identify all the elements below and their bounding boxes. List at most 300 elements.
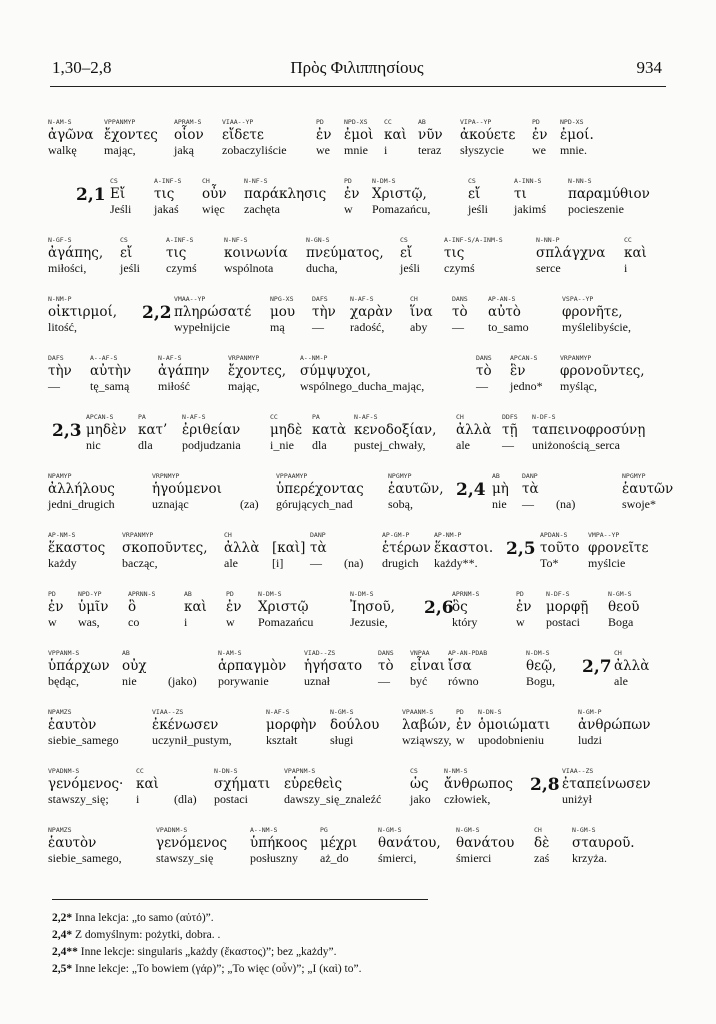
greek-word: ἀγάπης, bbox=[48, 245, 104, 261]
word-token bbox=[624, 236, 647, 276]
greek-word: τι bbox=[514, 186, 527, 202]
greek-word: εἴ bbox=[400, 245, 413, 261]
polish-gloss: myśląc, bbox=[560, 379, 597, 393]
word-token bbox=[402, 708, 452, 748]
word-token bbox=[536, 236, 605, 276]
morph-code: N-DN-S bbox=[478, 708, 502, 716]
morph-code: APCAN-S bbox=[510, 354, 538, 362]
word-token bbox=[48, 295, 117, 335]
footnote-ref: 2,4** bbox=[52, 946, 78, 958]
polish-gloss: walkę bbox=[48, 143, 77, 157]
greek-word: πληρώσατέ bbox=[174, 304, 252, 320]
polish-gloss: być bbox=[410, 674, 428, 688]
word-token bbox=[418, 118, 443, 158]
word-token bbox=[444, 767, 513, 807]
polish-gloss: w bbox=[226, 615, 235, 629]
greek-word: ἀλλὰ bbox=[224, 540, 260, 556]
greek-word: αὐτὸ bbox=[488, 304, 521, 320]
greek-word: τὰ bbox=[522, 481, 539, 497]
word-token bbox=[78, 590, 108, 630]
footnote bbox=[52, 961, 672, 978]
greek-word: εἴ bbox=[468, 186, 481, 202]
interlinear-line bbox=[48, 767, 676, 826]
polish-gloss: Boga bbox=[608, 615, 634, 629]
polish-gloss: górujących_nad bbox=[276, 497, 353, 511]
word-token bbox=[138, 413, 167, 453]
polish-gloss: jako bbox=[410, 792, 431, 806]
polish-gloss: litość, bbox=[48, 320, 77, 334]
polish-gloss: pustej_chwały, bbox=[354, 438, 426, 452]
morph-code: N-AM-S bbox=[48, 118, 72, 126]
morph-code: VPPANM-S bbox=[48, 649, 80, 657]
word-token bbox=[572, 826, 635, 866]
interlinear-line bbox=[48, 236, 676, 295]
greek-word: ἐν bbox=[316, 127, 332, 143]
greek-word: κατὰ bbox=[312, 422, 347, 438]
polish-gloss: — bbox=[502, 438, 514, 452]
morph-code: CH bbox=[202, 177, 210, 185]
greek-word: ἔχοντες bbox=[104, 127, 158, 143]
polish-gloss: mnie bbox=[344, 143, 368, 157]
morph-code: DANP bbox=[522, 472, 538, 480]
greek-word bbox=[240, 481, 259, 497]
greek-word: Χριστῷ bbox=[258, 599, 309, 615]
morph-code: N-DM-S bbox=[526, 649, 550, 657]
greek-word: ὃς bbox=[452, 599, 468, 615]
morph-code: CS bbox=[400, 236, 408, 244]
word-token bbox=[400, 236, 420, 276]
morph-code: PA bbox=[138, 413, 146, 421]
polish-gloss: będąc, bbox=[48, 674, 79, 688]
word-token bbox=[410, 767, 431, 807]
greek-word: τὸ bbox=[378, 658, 394, 674]
greek-word: μέχρι bbox=[320, 835, 358, 851]
greek-word bbox=[168, 658, 197, 674]
polish-gloss: pocieszenie bbox=[568, 202, 624, 216]
polish-gloss: uznał bbox=[304, 674, 330, 688]
word-token bbox=[546, 590, 588, 630]
word-token bbox=[240, 472, 259, 512]
morph-code: AP-AN-S bbox=[488, 295, 516, 303]
word-token bbox=[48, 767, 123, 807]
word-token bbox=[578, 708, 650, 748]
polish-gloss: śmierci, bbox=[378, 851, 417, 865]
greek-word: ἀλλὰ bbox=[456, 422, 492, 438]
greek-word: καὶ bbox=[136, 776, 159, 792]
polish-gloss: aby bbox=[410, 320, 428, 334]
morph-code: DANP bbox=[310, 531, 326, 539]
morph-code: N-AF-S bbox=[182, 413, 206, 421]
polish-gloss: postaci bbox=[214, 792, 248, 806]
greek-word: ἡγήσατο bbox=[304, 658, 363, 674]
morph-code: VPADNM-S bbox=[156, 826, 188, 834]
polish-gloss: w bbox=[344, 202, 353, 216]
polish-gloss: stawszy_się; bbox=[48, 792, 109, 806]
word-token bbox=[516, 590, 531, 630]
word-token bbox=[502, 413, 518, 453]
interlinear-line bbox=[48, 649, 676, 708]
morph-code: APRAM-S bbox=[174, 118, 202, 126]
morph-code: PD bbox=[344, 177, 352, 185]
word-token bbox=[330, 708, 379, 748]
word-token bbox=[468, 177, 488, 217]
greek-word: χαρὰν bbox=[350, 304, 393, 320]
polish-gloss: każdy**. bbox=[434, 556, 478, 570]
greek-word: ἐμοί. bbox=[560, 127, 594, 143]
polish-gloss: uczynił_pustym, bbox=[152, 733, 232, 747]
interlinear-line bbox=[48, 472, 676, 531]
footnote-rule bbox=[52, 899, 428, 900]
polish-gloss: Pomazańcu bbox=[258, 615, 314, 629]
footnote-ref: 2,4* bbox=[52, 929, 73, 941]
word-token bbox=[514, 177, 546, 217]
polish-gloss: Jezusie, bbox=[350, 615, 388, 629]
greek-word: τὰ bbox=[310, 540, 327, 556]
greek-word: νῦν bbox=[418, 127, 443, 143]
morph-code: AB bbox=[492, 472, 500, 480]
greek-word: ἀλλὰ bbox=[614, 658, 650, 674]
word-token bbox=[344, 118, 373, 158]
greek-word: ἀνθρώπων bbox=[578, 717, 651, 733]
greek-word: τις bbox=[444, 245, 465, 261]
word-token bbox=[608, 590, 639, 630]
morph-code: VPPANMYP bbox=[104, 118, 136, 126]
morph-code: VIPA--YP bbox=[460, 118, 492, 126]
polish-gloss: miłość bbox=[158, 379, 190, 393]
greek-word: ἑτέρων bbox=[382, 540, 431, 556]
morph-code: PD bbox=[316, 118, 324, 126]
footnotes bbox=[52, 910, 672, 978]
word-token bbox=[310, 531, 327, 571]
footnote bbox=[52, 910, 672, 927]
word-token bbox=[154, 177, 181, 217]
greek-word: σπλάγχνα bbox=[536, 245, 606, 261]
morph-code: NPG-XS bbox=[270, 295, 294, 303]
morph-code: CH bbox=[224, 531, 232, 539]
word-token bbox=[344, 177, 359, 217]
word-token bbox=[354, 413, 436, 453]
word-token bbox=[492, 472, 509, 512]
word-token bbox=[152, 472, 222, 512]
morph-code: NPAMYP bbox=[48, 472, 72, 480]
polish-gloss: — bbox=[310, 556, 322, 570]
morph-code bbox=[556, 472, 575, 481]
polish-gloss: — bbox=[476, 379, 488, 393]
polish-gloss: dawszy_się_znaleźć bbox=[284, 792, 382, 806]
word-token bbox=[522, 472, 539, 512]
polish-gloss: swoje* bbox=[622, 497, 656, 511]
polish-gloss: zobaczyliście bbox=[222, 143, 287, 157]
morph-code: AP-AN-PDAB bbox=[448, 649, 488, 657]
greek-word: οὖν bbox=[202, 186, 227, 202]
polish-gloss: jeśli bbox=[400, 261, 420, 275]
greek-word: ἐν bbox=[532, 127, 548, 143]
greek-word: καὶ bbox=[624, 245, 647, 261]
polish-gloss: w bbox=[516, 615, 525, 629]
polish-gloss: wspólnego_ducha_mając, bbox=[300, 379, 425, 393]
greek-word bbox=[556, 481, 575, 497]
polish-gloss: mając, bbox=[228, 379, 260, 393]
greek-word: ἑαυτὸν bbox=[48, 835, 97, 851]
morph-code: VPAPNM-S bbox=[284, 767, 316, 775]
morph-code: NPD-XS bbox=[560, 118, 584, 126]
morph-code: CS bbox=[468, 177, 476, 185]
polish-gloss: nie bbox=[122, 674, 137, 688]
interlinear-line bbox=[48, 531, 676, 590]
morph-code: VMAA--YP bbox=[174, 295, 206, 303]
morph-code bbox=[168, 649, 197, 658]
polish-gloss: was, bbox=[78, 615, 100, 629]
morph-code: DANS bbox=[476, 354, 492, 362]
chapter-range: 1,30–2,8 bbox=[52, 58, 112, 77]
word-token bbox=[344, 531, 363, 571]
greek-word: ἐμοὶ bbox=[344, 127, 374, 143]
morph-code: AB bbox=[184, 590, 192, 598]
morph-code bbox=[174, 767, 197, 776]
morph-code: APCAN-S bbox=[86, 413, 114, 421]
polish-gloss: miłości, bbox=[48, 261, 87, 275]
verse-number: 2,7 bbox=[582, 657, 612, 677]
greek-word: μηδὲν bbox=[86, 422, 127, 438]
morph-code: VIAA--ZS bbox=[562, 767, 594, 775]
interlinear-line bbox=[48, 118, 676, 177]
word-token bbox=[218, 649, 286, 689]
word-token bbox=[448, 649, 487, 689]
interlinear-line bbox=[48, 177, 676, 236]
polish-gloss: to_samo bbox=[488, 320, 529, 334]
polish-gloss: stawszy_się bbox=[156, 851, 214, 865]
morph-code: N-NF-S bbox=[224, 236, 248, 244]
greek-word: κατ’ bbox=[138, 422, 168, 438]
word-token bbox=[560, 118, 594, 158]
word-token bbox=[90, 354, 131, 394]
word-token bbox=[306, 236, 384, 276]
greek-word: μορφὴν bbox=[266, 717, 317, 733]
word-token bbox=[526, 649, 556, 689]
greek-word: ἑαυτὸν bbox=[48, 717, 97, 733]
greek-word: ἕκαστος bbox=[48, 540, 106, 556]
morph-code: N-AF-S bbox=[158, 354, 182, 362]
greek-word: σύμψυχοι, bbox=[300, 363, 371, 379]
greek-word bbox=[174, 776, 197, 792]
footnote-text: Z domyślnym: pożytki, dobra. . bbox=[72, 929, 221, 941]
greek-word: ὑπερέχοντας bbox=[276, 481, 364, 497]
morph-code: DAFS bbox=[48, 354, 64, 362]
morph-code: A-INF-S bbox=[166, 236, 194, 244]
greek-word: ἀγῶνα bbox=[48, 127, 94, 143]
polish-gloss: tę_samą bbox=[90, 379, 130, 393]
greek-word: ἑαυτῶν, bbox=[388, 481, 444, 497]
polish-gloss: wziąwszy, bbox=[402, 733, 452, 747]
morph-code: PD bbox=[456, 708, 464, 716]
word-token bbox=[128, 590, 155, 630]
greek-word: [καὶ] bbox=[272, 540, 306, 556]
polish-gloss: wypełnijcie bbox=[174, 320, 230, 334]
greek-word: λαβών, bbox=[402, 717, 451, 733]
polish-gloss: To* bbox=[540, 556, 559, 570]
polish-gloss: zaś bbox=[534, 851, 550, 865]
morph-code: VRPANMYP bbox=[560, 354, 592, 362]
greek-word: τὴν bbox=[312, 304, 336, 320]
greek-word: Ἰησοῦ, bbox=[350, 599, 395, 615]
word-token bbox=[540, 531, 579, 571]
word-token bbox=[452, 295, 468, 335]
book-title: Πρὸς Φιλιππησίους bbox=[290, 58, 424, 77]
word-token bbox=[48, 236, 103, 276]
interlinear-line bbox=[48, 708, 676, 767]
word-token bbox=[174, 118, 204, 158]
greek-word: παραμύθιον bbox=[568, 186, 650, 202]
word-token bbox=[224, 236, 288, 276]
word-token bbox=[158, 354, 209, 394]
verse-number: 2,2 bbox=[142, 303, 172, 323]
morph-code: CC bbox=[136, 767, 144, 775]
polish-gloss: — bbox=[452, 320, 464, 334]
morph-code: NPD-XS bbox=[344, 118, 368, 126]
word-token bbox=[622, 472, 673, 512]
morph-code: VPAANM-S bbox=[402, 708, 434, 716]
polish-gloss: postaci bbox=[546, 615, 580, 629]
page-number: 934 bbox=[636, 58, 662, 77]
polish-gloss: i bbox=[384, 143, 388, 157]
morph-code: PD bbox=[226, 590, 234, 598]
polish-gloss: uznając bbox=[152, 497, 189, 511]
polish-gloss: jedni_drugich bbox=[48, 497, 115, 511]
word-token bbox=[378, 826, 441, 866]
word-token bbox=[174, 295, 251, 335]
word-token bbox=[110, 177, 131, 217]
polish-gloss: ducha, bbox=[306, 261, 338, 275]
word-token bbox=[166, 236, 197, 276]
polish-gloss: drugich bbox=[382, 556, 419, 570]
word-token bbox=[560, 354, 645, 394]
polish-gloss: aż_do bbox=[320, 851, 349, 865]
polish-gloss: zachęta bbox=[244, 202, 280, 216]
word-token bbox=[312, 295, 336, 335]
greek-word: ἁρπαγμὸν bbox=[218, 658, 287, 674]
morph-code bbox=[344, 531, 363, 540]
polish-gloss: — bbox=[312, 320, 324, 334]
greek-word: οὐχ bbox=[122, 658, 147, 674]
greek-word: μορφῇ bbox=[546, 599, 589, 615]
word-token bbox=[562, 767, 651, 807]
word-token bbox=[222, 118, 287, 158]
morph-code: N-GM-S bbox=[608, 590, 632, 598]
polish-gloss: ale bbox=[614, 674, 628, 688]
morph-code: N-GM-S bbox=[572, 826, 596, 834]
polish-gloss: jeśli bbox=[468, 202, 488, 216]
polish-gloss: kształt bbox=[266, 733, 298, 747]
polish-gloss: więc bbox=[202, 202, 225, 216]
interlinear-line bbox=[48, 295, 676, 354]
word-token bbox=[382, 531, 431, 571]
greek-word: Εἴ bbox=[110, 186, 126, 202]
morph-code: VRPNMYP bbox=[152, 472, 180, 480]
morph-code: NPAMZS bbox=[48, 826, 72, 834]
morph-code: N-AF-S bbox=[354, 413, 378, 421]
greek-word: τῇ bbox=[502, 422, 518, 438]
greek-word: κενοδοξίαν, bbox=[354, 422, 437, 438]
word-token bbox=[226, 590, 241, 630]
greek-word: ἕκαστοι. bbox=[434, 540, 494, 556]
word-token bbox=[304, 649, 362, 689]
greek-word: θεῷ, bbox=[526, 658, 557, 674]
word-token bbox=[444, 236, 503, 276]
footnote bbox=[52, 927, 672, 944]
polish-gloss: każdy bbox=[48, 556, 77, 570]
polish-gloss: dla bbox=[138, 438, 153, 452]
polish-gloss: mą bbox=[270, 320, 285, 334]
polish-gloss: krzyża. bbox=[572, 851, 607, 865]
morph-code: N-DF-S bbox=[532, 413, 556, 421]
morph-code: CS bbox=[410, 767, 418, 775]
morph-code: N-GM-S bbox=[456, 826, 480, 834]
morph-code: PG bbox=[320, 826, 328, 834]
morph-code: APRNM-S bbox=[452, 590, 480, 598]
polish-gloss: i_nie bbox=[270, 438, 294, 452]
polish-gloss: siebie_samego bbox=[48, 733, 119, 747]
interlinear-line bbox=[48, 413, 676, 472]
word-token bbox=[350, 590, 395, 630]
polish-gloss: który bbox=[452, 615, 478, 629]
word-token bbox=[250, 826, 307, 866]
polish-gloss: bacząc, bbox=[122, 556, 158, 570]
polish-gloss: czymś bbox=[166, 261, 197, 275]
greek-word: γενόμενος bbox=[156, 835, 228, 851]
polish-gloss: i bbox=[136, 792, 140, 806]
word-token bbox=[316, 118, 331, 158]
polish-gloss: (jako) bbox=[168, 674, 197, 688]
word-token bbox=[48, 649, 110, 689]
morph-code: CH bbox=[410, 295, 418, 303]
morph-code: VIAA--YP bbox=[222, 118, 254, 126]
morph-code: PD bbox=[532, 118, 540, 126]
morph-code: N-AF-S bbox=[350, 295, 374, 303]
word-token bbox=[152, 708, 232, 748]
polish-gloss: śmierci bbox=[456, 851, 492, 865]
footnote-ref: 2,2* bbox=[52, 912, 73, 924]
polish-gloss: [i] bbox=[272, 556, 284, 570]
greek-word: πνεύματος, bbox=[306, 245, 384, 261]
greek-word: κοινωνία bbox=[224, 245, 288, 261]
polish-gloss: Jeśli bbox=[110, 202, 132, 216]
morph-code: CH bbox=[456, 413, 464, 421]
polish-gloss: (na) bbox=[344, 556, 364, 570]
word-token bbox=[266, 708, 317, 748]
polish-gloss: uniżył bbox=[562, 792, 592, 806]
greek-word: τις bbox=[154, 186, 175, 202]
polish-gloss: myślcie bbox=[588, 556, 626, 570]
polish-gloss: nic bbox=[86, 438, 101, 452]
greek-word: ἵνα bbox=[410, 304, 433, 320]
word-token bbox=[48, 531, 105, 571]
greek-word bbox=[344, 540, 363, 556]
morph-code: VIAD--ZS bbox=[304, 649, 336, 657]
greek-word: φρονοῦντες, bbox=[560, 363, 645, 379]
morph-code: CC bbox=[624, 236, 632, 244]
interlinear-line bbox=[48, 354, 676, 413]
word-token bbox=[568, 177, 650, 217]
greek-word: ἡγούμενοι bbox=[152, 481, 222, 497]
greek-word: ἐταπείνωσεν bbox=[562, 776, 651, 792]
word-token bbox=[510, 354, 543, 394]
polish-gloss: jaką bbox=[174, 143, 194, 157]
morph-code: CS bbox=[110, 177, 118, 185]
greek-word: τὸ bbox=[452, 304, 468, 320]
morph-code: N-NF-S bbox=[244, 177, 268, 185]
interlinear-line bbox=[48, 826, 676, 885]
morph-code: N-NM-P bbox=[48, 295, 72, 303]
